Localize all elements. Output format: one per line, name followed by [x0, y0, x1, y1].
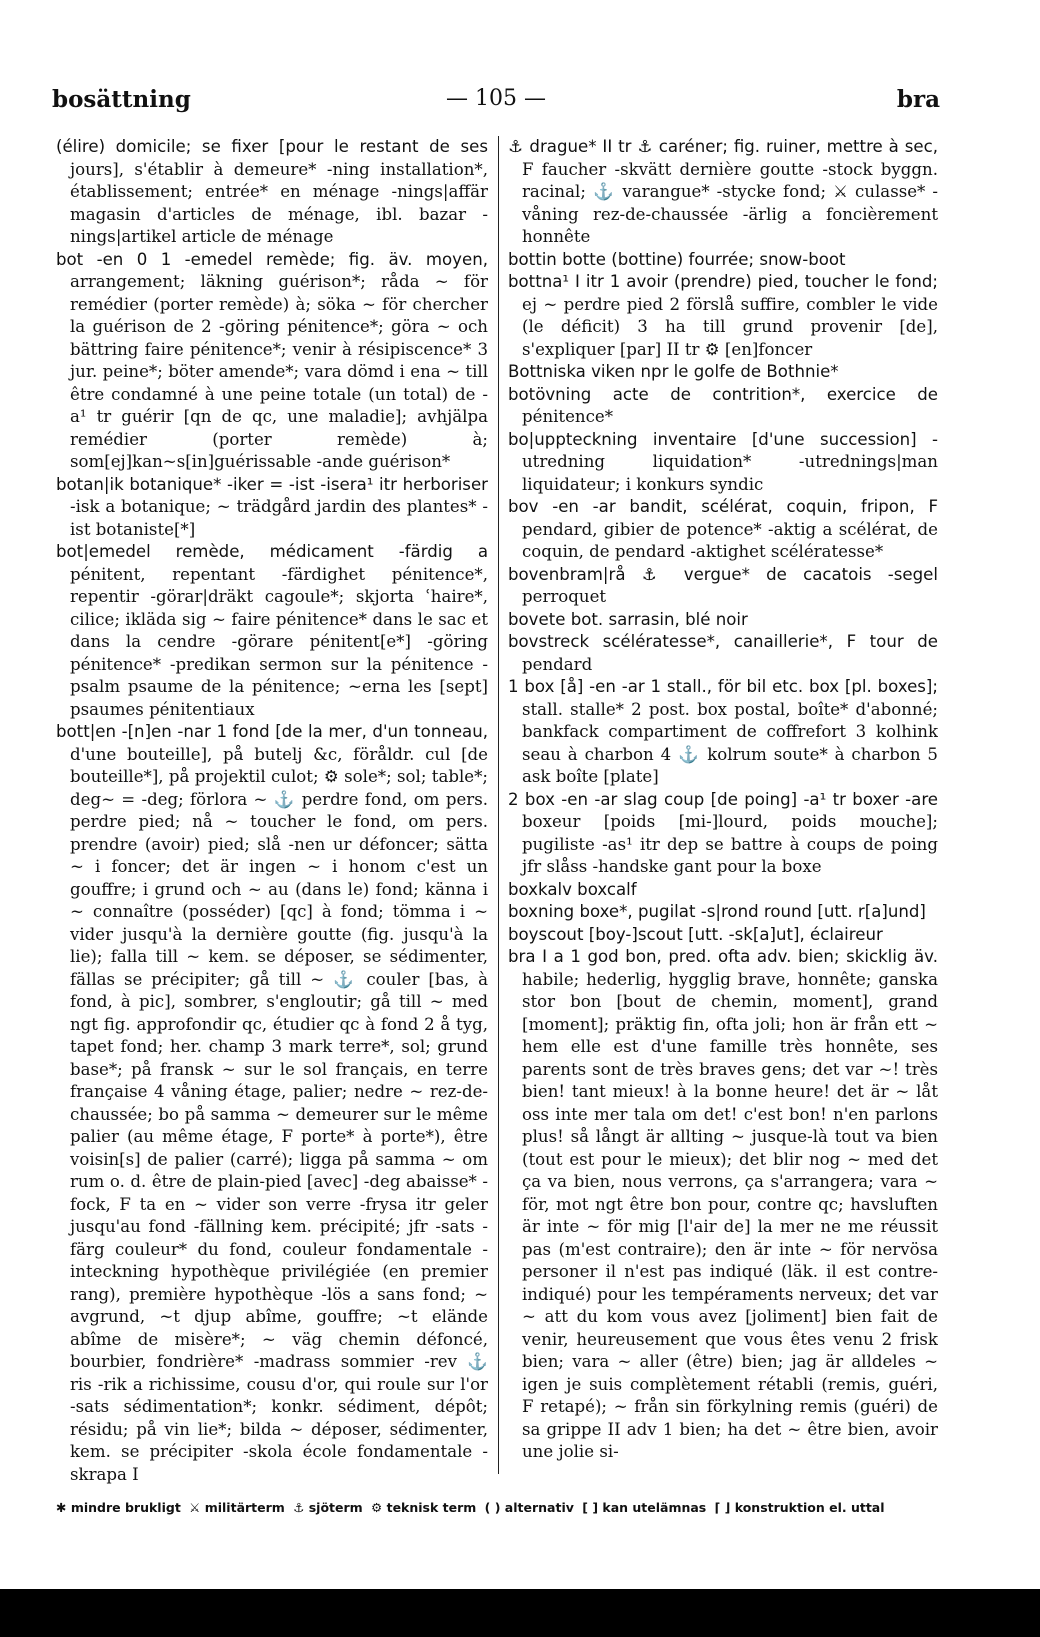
- dictionary-entry: 1 box [å] -en -ar 1 stall., för bil etc. box [pl. boxes]; stall. stalle* 2 post. box postal, boîte* d'abonné; bankfack compartiment de coffrefort 3 kolhink seau à charbon 4 ⚓ kolrum soute* à charbon 5 ask boîte [plate]: [508, 677, 938, 786]
- dictionary-entry: botan|ik botanique* -iker = -ist -isera¹ itr herboriser -isk a botanique; ~ trädgård jardin des plantes* -ist botaniste[*]: [56, 474, 488, 539]
- legend-item: ⚓ sjöterm: [293, 1500, 363, 1515]
- dictionary-entry: bo|uppteckning inventaire [d'une succession] -utredning liquidation* -utrednings|man liquidateur; i konkurs syndic: [508, 429, 938, 494]
- dictionary-entry: bottna¹ I itr 1 avoir (prendre) pied, toucher le fond; ej ~ perdre pied 2 förslå suffire, combler le vide (le déficit) 3 ha till grund provenir [de], s'expliquer [par] II tr ⚙ [en]foncer: [508, 272, 938, 359]
- dictionary-entry: boxning boxe*, pugilat -s|rond round [utt. r[a]und]: [508, 902, 926, 921]
- dictionary-entry: Bottniska viken npr le golfe de Bothnie*: [508, 362, 839, 381]
- dictionary-entry: bra I a 1 god bon, pred. ofta adv. bien; skicklig äv. habile; hederlig, hygglig brave, honnête; ganska stor bon [bout de chemin, moment], grand [moment]; präktig fin, ofta joli; hon är från ett ~ hem elle est d'une famille très honnête, ses parents sont de très braves gens; det var ~! très bien! tant mieux! à la bonne heure! det är ~ låt oss inte mer tala om det! c'est bon! n'en parlons plus! så långt är allting ~ jusque-là tout va bien (tout est pour le mieux); det blir nog ~ med det ça va bien, nous verrons, ça s'arrangera; vara ~ för, mot ngt être bon pour, contre qc; havsluften är inte ~ för mig [l'air de] la mer ne me réussit pas (m'est contraire); den är inte ~ för nervösa personer il n'est pas indiqué (läk. il est contre-indiqué) pour les tempéraments nerveux; det var ~ att du kom vous avez [joliment] bien fait de venir, heureusement que vous êtes venu 2 frisk bien; vara ~ aller (être) bien; jag är alldeles ~ igen je suis complètement rétabli (remis, guéri, F retapé); ~ från sin förkylning remis (guéri) de sa grippe II adv 1 bien; ha det ~ être bien, avoir une jolie si-: [508, 947, 938, 1461]
- legend-item: ⌈ ⌋ konstruktion el. uttal: [714, 1500, 885, 1515]
- dictionary-entry: bovstreck scélératesse*, canaillerie*, F tour de pendard: [508, 632, 938, 674]
- page-number: — 105 —: [446, 86, 546, 111]
- dictionary-entry: botövning acte de contrition*, exercice de pénitence*: [508, 384, 938, 426]
- dictionary-entry: 2 box -en -ar slag coup [de poing] -a¹ tr boxer -are boxeur [poids [mi-]lourd, poids mouche]; pugiliste -as¹ itr dep se battre à coups de poing jfr slåss -handske gant pour la boxe: [508, 789, 938, 876]
- legend-item: ⚙ teknisk term: [371, 1500, 477, 1515]
- dictionary-entry: bott|en -[n]en -nar 1 fond [de la mer, d'un tonneau, d'une bouteille], på butelj &c, föråldr. cul [de bouteille*], på projektil culot; ⚙ sole*; sol; table*; deg~ = -deg; förlora ~ ⚓ perdre fond, om pers. perdre pied; nå ~ toucher le fond, om pers. prendre (avoir) pied; slå -nen ur défoncer; sätta ~ i foncer; det är ingen ~ i honom c'est un gouffre; i grund och ~ au (dans le) fond; känna i ~ connaître (posséder) [qc] à fond; tömma i ~ vider jusqu'à la dernière goutte (fig. jusqu'à la lie); falla till ~ kem. se déposer, se sédimenter, fällas se précipiter; gå till ~ ⚓ couler [bas, à fond, à pic], sombrer, s'engloutir; gå till ~ med ngt fig. approfondir qc, étudier qc à fond 2 å tyg, tapet fond; her. champ 3 mark terre*, sol; grund base*; på fransk ~ sur le sol français, en terre française 4 våning étage, palier; nedre ~ rez-de-chaussée; bo på samma ~ demeurer sur le même palier (au même étage, F porte* à porte*), être voisin[s] de palier (carré); ligga på samma ~ om rum o. d. être de plain-pied [avec] -deg abaisse* -fock, F ta en ~ vider son verre -frysa itr geler jusqu'au fond -fällning kem. précipité; jfr -sats -färg couleur* du fond, couleur fondamentale -inteckning hypothèque privilégiée (en premier rang), première hypothèque -lös a sans fond; ~ avgrund, ~t djup abîme, gouffre; ~t elände abîme de misère*; ~ väg chemin défoncé, bourbier, fondrière* -madrass sommier -rev ⚓ ris -rik a richissime, cousu d'or, qui roule sur l'or -sats sédimentation*; konkr. sédiment, dépôt; résidu; på vin lie*; bilda ~ déposer, sédimenter, kem. se précipiter -skola école fondamentale -skrapa I: [56, 722, 488, 1484]
- right-column: [508, 136, 938, 1486]
- legend-item: [ ] kan utelämnas: [582, 1500, 707, 1515]
- legend-item: ⚔ militärterm: [189, 1500, 285, 1515]
- dictionary-entry: bottin botte (bottine) fourrée; snow-boot: [508, 249, 846, 269]
- right-running-headword: bra: [896, 86, 940, 113]
- column-divider: [498, 136, 499, 1474]
- dictionary-entry: bovenbram|rå ⚓ vergue* de cacatois -segel perroquet: [508, 564, 938, 606]
- left-column: [56, 136, 488, 1486]
- dictionary-entry: (élire) domicile; se fixer [pour le restant de ses jours], s'établir à demeure* -ning installation*, établissement; entrée* en ménage -nings|affär magasin d'articles de ménage, ibl. bazar -nings|artikel article de ménage: [56, 137, 488, 246]
- dictionary-entry: ⚓ drague* II tr ⚓ caréner; fig. ruiner, mettre à sec, F faucher -skvätt dernière goutte -stock byggn. racinal; ⚓ varangue* -stycke fond; ⚔ culasse* -våning rez-de-chaussée -ärlig a foncièrement honnête: [508, 137, 938, 246]
- dictionary-entry: boxkalv boxcalf: [508, 879, 637, 899]
- dictionary-entry: boyscout [boy-]scout [utt. -sk[a]ut], éclaireur: [508, 924, 883, 944]
- dictionary-entry: bot|emedel remède, médicament -färdig a pénitent, repentant -färdighet pénitence*, repentir -görar|dräkt cagoule*; skjorta ʿhaire*, cilice; ikläda sig ~ faire pénitence* dans le sac et dans la cendre -görare pénitent[e*] -göring pénitence* -predikan sermon sur la pénitence -psalm psaume de la pénitence; ~erna les [sept] psaumes pénitentiaux: [56, 542, 488, 719]
- dictionary-entry: bovete bot. sarrasin, blé noir: [508, 609, 748, 629]
- symbol-legend: [56, 1500, 956, 1524]
- dictionary-entry: bot -en 0 1 -emedel remède; fig. äv. moyen, arrangement; läkning guérison*; råda ~ för remédier (porter remède) à; söka ~ för chercher la guérison de 2 -göring pénitence*; göra ~ och bättring faire pénitence*; venir à résipiscence* 3 jur. peine*; böter amende*; vara dömd i ena ~ till être condamné à une peine totale (un total) de -a¹ tr guérir [qn de qc, une maladie]; avhjälpa remédier (porter remède) à; som[ej]kan~s[in]guérissable -ande guérison*: [56, 249, 488, 471]
- legend-item: ✱ mindre brukligt: [56, 1500, 181, 1515]
- page-header: [52, 86, 940, 122]
- scan-bottom-border: [0, 1589, 1040, 1637]
- left-running-headword: bosättning: [52, 86, 191, 113]
- dictionary-entry: bov -en -ar bandit, scélérat, coquin, fripon, F pendard, gibier de potence* -aktig a scélérat, de coquin, de pendard -aktighet scélératesse*: [508, 497, 938, 561]
- legend-item: ( ) alternativ: [484, 1500, 574, 1515]
